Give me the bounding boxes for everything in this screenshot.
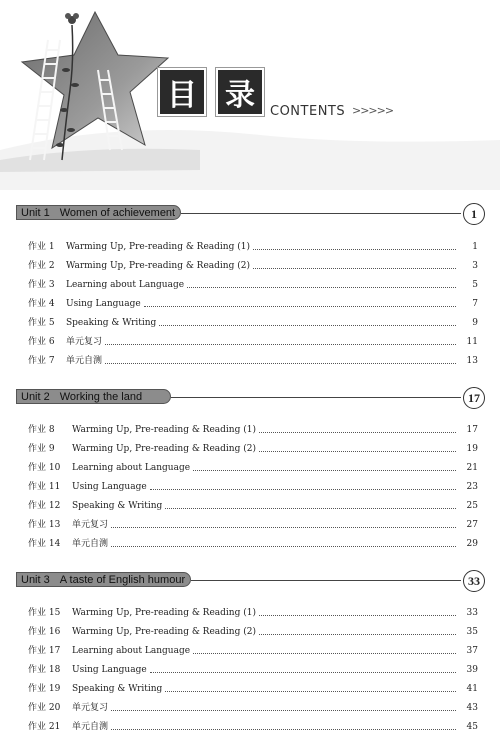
unit-bar[interactable] (16, 572, 191, 587)
entry-page: 43 (466, 703, 478, 713)
leader-dots (259, 451, 456, 452)
entry-title: Warming Up, Pre-reading & Reading (2) (72, 444, 256, 454)
leader-dots (187, 287, 456, 288)
entry-title: Warming Up, Pre-reading & Reading (1) (72, 608, 256, 618)
entry-number: 作业 4 (28, 299, 55, 309)
unit-page-number: 33 (463, 570, 485, 592)
toc-entry[interactable] (28, 333, 478, 347)
leader-dots (144, 306, 456, 307)
entry-number: 作业 13 (28, 520, 61, 530)
leader-dots (193, 470, 456, 471)
entry-page: 37 (466, 646, 478, 656)
toc-entry[interactable] (28, 680, 478, 694)
entry-title: Using Language (66, 299, 141, 309)
entry-title: Warming Up, Pre-reading & Reading (1) (66, 242, 250, 252)
leader-dots (193, 653, 456, 654)
entry-number: 作业 3 (28, 280, 55, 290)
entry-title: Using Language (72, 665, 147, 675)
entry-page: 27 (466, 520, 478, 530)
entry-number: 作业 18 (28, 665, 61, 675)
entry-title: 单元自测 (72, 539, 109, 549)
entry-number: 作业 5 (28, 318, 55, 328)
entry-title: 单元自测 (66, 356, 103, 366)
toc-entry[interactable] (28, 516, 478, 530)
leader-dots (150, 672, 456, 673)
entry-title: Speaking & Writing (66, 318, 157, 328)
entry-page: 33 (466, 608, 478, 618)
leader-dots (159, 325, 456, 326)
entry-number: 作业 20 (28, 703, 61, 713)
toc-entry[interactable] (28, 314, 478, 328)
unit-divider (191, 580, 461, 581)
unit-title: Women of achievement (59, 206, 176, 219)
leader-dots (105, 344, 456, 345)
entry-number: 作业 14 (28, 539, 61, 549)
header-illustration (0, 0, 500, 190)
entry-page: 21 (466, 463, 478, 473)
entry-number: 作业 6 (28, 337, 55, 347)
toc-entry[interactable] (28, 352, 478, 366)
unit-bar[interactable] (16, 205, 181, 220)
toc-entry[interactable] (28, 535, 478, 549)
entry-title: Warming Up, Pre-reading & Reading (2) (66, 261, 250, 271)
toc-entry[interactable] (28, 699, 478, 713)
toc-entry[interactable] (28, 661, 478, 675)
leader-dots (105, 363, 456, 364)
unit-label: Unit 3 (21, 573, 50, 586)
entry-number: 作业 11 (28, 482, 61, 492)
entry-title: 单元复习 (72, 703, 109, 713)
entry-title: 单元自测 (72, 722, 109, 732)
entry-number: 作业 10 (28, 463, 61, 473)
entry-title: Speaking & Writing (72, 501, 163, 511)
entry-number: 作业 15 (28, 608, 61, 618)
entry-page: 41 (466, 684, 478, 694)
entry-page: 23 (466, 482, 478, 492)
entry-page: 19 (466, 444, 478, 454)
entry-page: 17 (466, 425, 478, 435)
leader-dots (150, 489, 456, 490)
entry-number: 作业 1 (28, 242, 55, 252)
toc-entry[interactable] (28, 276, 478, 290)
leader-dots (111, 527, 456, 528)
leader-dots (253, 268, 456, 269)
unit-divider (171, 397, 461, 398)
toc-entry[interactable] (28, 497, 478, 511)
entry-page: 35 (466, 627, 478, 637)
entry-page: 11 (466, 337, 478, 347)
entry-page: 39 (466, 665, 478, 675)
unit-page-number: 1 (463, 203, 485, 225)
entry-number: 作业 12 (28, 501, 61, 511)
entry-page: 1 (472, 242, 478, 252)
toc-entry[interactable] (28, 295, 478, 309)
toc-entry[interactable] (28, 478, 478, 492)
title-char-1: 目 (160, 70, 204, 114)
leader-dots (111, 546, 456, 547)
entry-number: 作业 2 (28, 261, 55, 271)
toc-entry[interactable] (28, 604, 478, 618)
toc-entry[interactable] (28, 459, 478, 473)
toc-entry[interactable] (28, 623, 478, 637)
toc-entry[interactable] (28, 421, 478, 435)
entry-page: 5 (472, 280, 478, 290)
entry-title: Learning about Language (72, 463, 191, 473)
contents-label: CONTENTS (270, 104, 346, 119)
entry-title: 单元复习 (66, 337, 103, 347)
entry-title: Warming Up, Pre-reading & Reading (2) (72, 627, 256, 637)
unit-page-number: 17 (463, 387, 485, 409)
unit-label: Unit 1 (21, 206, 50, 219)
entry-title: 单元复习 (72, 520, 109, 530)
toc-entry[interactable] (28, 257, 478, 271)
entry-page: 7 (472, 299, 478, 309)
entry-page: 25 (466, 501, 478, 511)
entry-title: Learning about Language (72, 646, 191, 656)
leader-dots (259, 432, 456, 433)
leader-dots (259, 634, 456, 635)
entry-number: 作业 17 (28, 646, 61, 656)
entry-number: 作业 8 (28, 425, 55, 435)
unit-divider (181, 213, 461, 214)
entry-page: 29 (466, 539, 478, 549)
leader-dots (111, 729, 456, 730)
entry-title: Speaking & Writing (72, 684, 163, 694)
toc-entry[interactable] (28, 642, 478, 656)
toc-entry[interactable] (28, 238, 478, 252)
leader-dots (165, 508, 456, 509)
unit-title: A taste of English humour (59, 573, 186, 586)
entry-title: Warming Up, Pre-reading & Reading (1) (72, 425, 256, 435)
entry-number: 作业 21 (28, 722, 61, 732)
toc-entry[interactable] (28, 440, 478, 454)
entry-number: 作业 19 (28, 684, 61, 694)
entry-number: 作业 9 (28, 444, 55, 454)
unit-label: Unit 2 (21, 390, 50, 403)
leader-dots (111, 710, 456, 711)
entry-page: 9 (472, 318, 478, 328)
entry-page: 3 (472, 261, 478, 271)
entry-title: Using Language (72, 482, 147, 492)
entry-page: 13 (466, 356, 478, 366)
title-char-2: 录 (218, 70, 262, 114)
entry-title: Learning about Language (66, 280, 185, 290)
entry-number: 作业 16 (28, 627, 61, 637)
leader-dots (165, 691, 456, 692)
chevrons-decoration: >>>>> (352, 104, 394, 117)
toc-entry[interactable] (28, 718, 478, 732)
unit-title: Working the land (59, 390, 143, 403)
leader-dots (253, 249, 456, 250)
leader-dots (259, 615, 456, 616)
unit-bar[interactable] (16, 389, 171, 404)
entry-page: 45 (466, 722, 478, 732)
entry-number: 作业 7 (28, 356, 55, 366)
